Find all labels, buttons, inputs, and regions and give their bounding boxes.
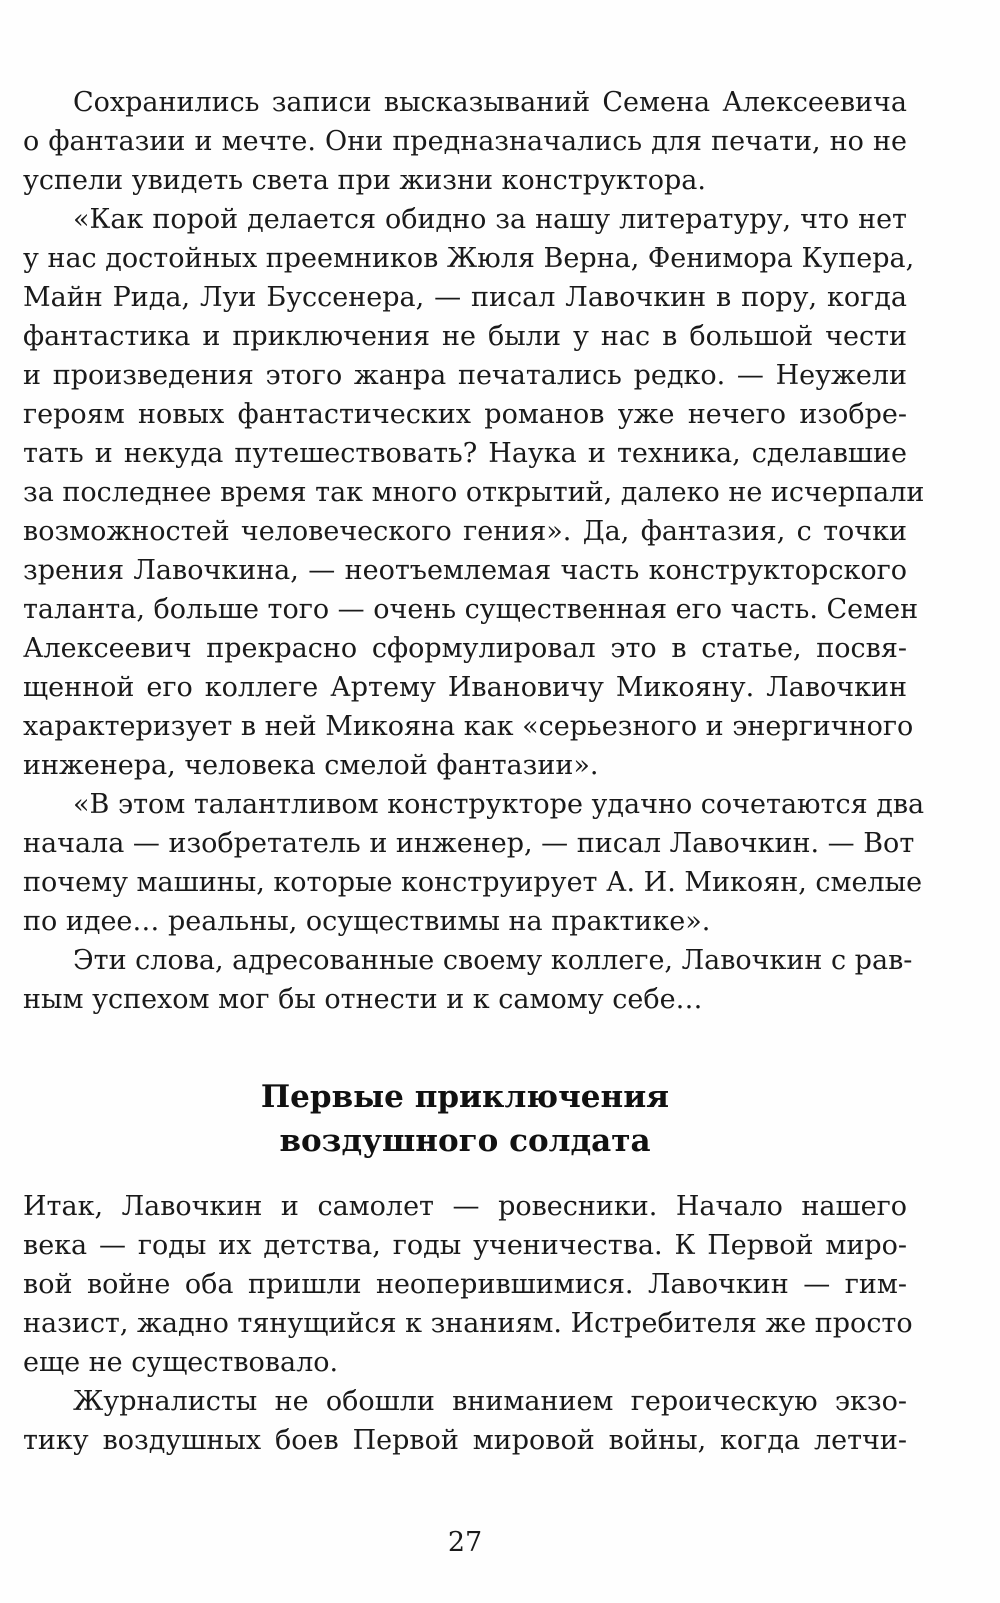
text-line: вой войне оба пришли неоперившимися. Лавочкин — гим- bbox=[23, 1269, 907, 1300]
text-line: Алексеевич прекрасно сформулировал это в статье, посвя- bbox=[23, 633, 907, 664]
text-line: возможностей человеческого гения». Да, фантазия, с точки bbox=[23, 516, 907, 547]
text-line: за последнее время так много открытий, далеко не исчерпали bbox=[23, 477, 925, 508]
text-line: Сохранились записи высказываний Семена Алексеевича bbox=[73, 87, 907, 118]
text-line: таланта, больше того — очень существенная его часть. Семен bbox=[23, 594, 919, 625]
text-line: почему машины, которые конструирует А. И. Микоян, смелые bbox=[23, 867, 923, 898]
section-heading-line-2: воздушного солдата bbox=[279, 1123, 651, 1159]
text-line: героям новых фантастических романов уже нечего изобре- bbox=[23, 399, 907, 430]
text-line: успели увидеть света при жизни конструктора. bbox=[23, 165, 706, 196]
text-line: характеризует в ней Микояна как «серьезного и энергичного bbox=[23, 711, 914, 742]
text-line: Журналисты не обошли вниманием героическую экзо- bbox=[73, 1386, 907, 1417]
text-line: фантастика и приключения не были у нас в большой чести bbox=[23, 321, 907, 352]
text-line: еще не существовало. bbox=[23, 1347, 339, 1378]
text-line: тику воздушных боев Первой мировой войны, когда летчи- bbox=[23, 1425, 907, 1456]
text-line: о фантазии и мечте. Они предназначались для печати, но не bbox=[23, 126, 907, 157]
text-line: зрения Лавочкина, — неотъемлемая часть конструкторского bbox=[23, 555, 907, 586]
text-line: Итак, Лавочкин и самолет — ровесники. Начало нашего bbox=[23, 1191, 907, 1222]
text-line: века — годы их детства, годы ученичества. К Первой миро- bbox=[23, 1230, 907, 1261]
text-line: и произведения этого жанра печатались редко. — Неужели bbox=[23, 360, 907, 391]
text-block-bottom bbox=[23, 1187, 913, 1460]
text-line: по идее… реальны, осуществимы на практике». bbox=[23, 906, 711, 937]
text-line: тать и некуда путешествовать? Наука и техника, сделавшие bbox=[23, 438, 907, 469]
text-line: «Как порой делается обидно за нашу литературу, что нет bbox=[73, 204, 907, 235]
text-line: инженера, человека смелой фантазии». bbox=[23, 750, 599, 781]
section-heading-line-1: Первые приключения bbox=[260, 1079, 670, 1115]
section-heading bbox=[0, 1075, 930, 1163]
text-block-top bbox=[23, 83, 925, 1019]
text-line: Эти слова, адресованные своему коллеге, Лавочкин с рав- bbox=[73, 945, 913, 976]
text-line: «В этом талантливом конструкторе удачно сочетаются два bbox=[73, 789, 925, 820]
text-line: начала — изобретатель и инженер, — писал Лавочкин. — Вот bbox=[23, 828, 915, 859]
page-number: 27 bbox=[447, 1527, 483, 1558]
text-line: у нас достойных преемников Жюля Верна, Фенимора Купера, bbox=[23, 243, 915, 274]
text-line: щенной его коллеге Артему Ивановичу Микояну. Лавочкин bbox=[23, 672, 907, 703]
text-line: ным успехом мог бы отнести и к самому себе… bbox=[23, 984, 703, 1015]
text-line: Майн Рида, Луи Буссенера, — писал Лавочкин в пору, когда bbox=[23, 282, 907, 313]
text-line: назист, жадно тянущийся к знаниям. Истребителя же просто bbox=[23, 1308, 913, 1339]
